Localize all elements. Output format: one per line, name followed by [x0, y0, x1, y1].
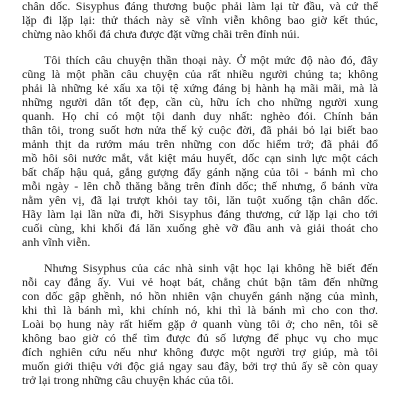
text-line: Loài bọ hung này rất hiếm gặp ở quanh vùng tôi ở; cho nên, tôi sẽ — [22, 317, 378, 331]
text-line: Tôi thích câu chuyện thần thoại này. Ở một mức độ nào đó, đây — [44, 53, 378, 67]
text-line: phải là những kẻ xấu xa tội tệ xứng đáng bị hành hạ mãi mãi, mà là — [22, 81, 378, 95]
text-line: quanh. Họ chỉ có một tội danh duy nhất: nghèo đói. Chính bản — [22, 109, 378, 123]
text-line: nỗi cay đắng ấy. Vui vẻ hoạt bát, chẳng chút bận tâm đến những — [22, 275, 378, 289]
text-line: chân dốc. Sisyphus đáng thương buộc phải làm lại từ đầu, và cứ thể — [22, 0, 378, 13]
text-line: con dốc gập ghềnh, nó hồn nhiên vận chuyển gánh nặng của mình, — [22, 289, 378, 303]
text-line: khi thì là bánh mì, khi chính nó, khi thì là bánh mì cho con thơ. — [22, 303, 378, 317]
paragraph-1 — [22, 0, 378, 41]
text-line: mỗi ngày - lên chỗ thăng bằng trên đỉnh dốc; thế nhưng, ổ bánh vừa — [22, 179, 378, 193]
text-line: nằm yên vị, đã lại trượt khỏi tay tôi, lăn tuột xuống tận chân dốc. — [22, 193, 378, 207]
text-line: Hãy làm lại lần nữa đi, hỡi Sisyphus đáng thương, cứ lặp lại cho tới — [22, 207, 378, 221]
text-line: cuối cùng, khi khối đá lăn xuống ghè vỡ đầu anh và giải thoát cho — [22, 221, 378, 235]
text-line: cũng là một phần câu chuyện của rất nhiều người chúng ta; không — [22, 67, 378, 81]
text-line: không bao giờ có thể tìm được đủ số lượng để phục vụ cho mục — [22, 331, 378, 345]
text-line: lặp đi lặp lại: thử thách này sẽ vĩnh viễn không bao giờ kết thúc, — [22, 13, 378, 27]
text-line: thân tôi, trong suốt hơn nửa thế kỷ cuộc đời, đã phải bỏ lại biết bao — [22, 123, 378, 137]
text-line: chừng nào khối đá chưa được đặt vững chãi trên đỉnh núi. — [22, 27, 300, 41]
book-page — [22, 0, 378, 399]
text-line: Nhưng Sisyphus của các nhà sinh vật học lại không hề biết đến — [44, 261, 378, 275]
text-line: mảnh thịt da rướm máu trên những con dốc hiểm trở; đã phải đổ — [22, 137, 378, 151]
paragraph-3 — [22, 261, 378, 387]
text-line: bất chấp hậu quả, gắng gượng đẩy gánh nặng của tôi - bánh mì cho — [22, 165, 378, 179]
text-line: trở lại trong những câu chuyện khác của tôi. — [22, 373, 234, 387]
text-line: anh vĩnh viễn. — [22, 235, 91, 249]
text-line: những người dân tốt đẹp, cần cù, hữu ích cho những người xung — [22, 95, 378, 109]
paragraph-2 — [22, 53, 378, 249]
text-line: đích nghiên cứu nếu như không được một người trợ giúp, mà tôi — [22, 345, 378, 359]
text-line: muốn giới thiệu với độc giả ngay sau đây, bởi trợ thủ ấy sẽ còn quay — [22, 359, 378, 373]
text-line: mồ hôi sôi nước mắt, vắt kiệt máu huyết, dốc cạn sinh lực một cách — [22, 151, 378, 165]
